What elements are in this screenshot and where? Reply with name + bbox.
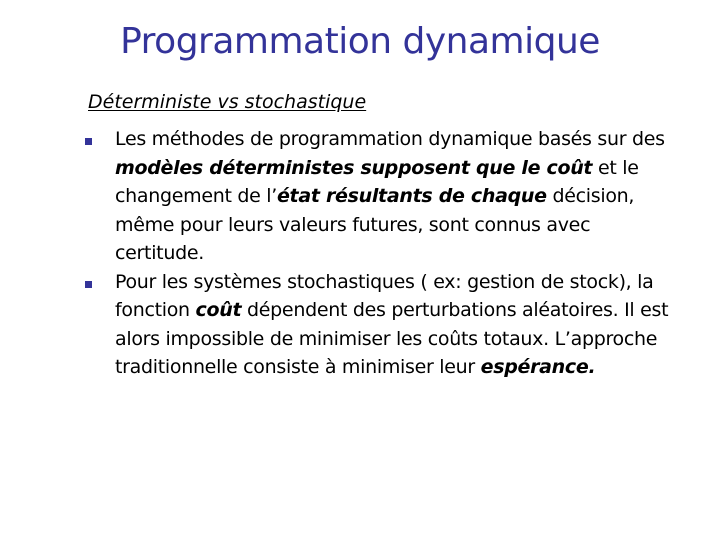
text-segment: décision, même pour leurs valeurs futures, sont connus avec certitude. [115,185,635,264]
text-segment: Pour les systèmes stochastiques ( ex: gestion de stock), la fonction [115,270,654,321]
bullet-text [115,128,665,264]
emphasized-text: modèles déterministes supposent que le coût [115,156,593,179]
slide-title: Programmation dynamique [120,21,600,62]
bullet-item-deterministic [84,125,684,268]
text-segment: dépendent des perturbations aléatoires. Il est alors impossible de minimiser les coûts totaux. L’approche traditionnelle consiste à minimiser leur [115,299,669,378]
bullet-item-stochastic [84,268,684,382]
emphasized-text: coût [195,299,242,321]
text-segment: Les méthodes de programmation dynamique basés sur des [115,128,665,150]
slide-subheading: Déterministe vs stochastique [88,91,367,113]
emphasized-text: état résultants de chaque [276,185,547,207]
bullet-text [115,271,668,379]
emphasized-text: espérance. [480,356,596,378]
bullet-list [84,125,684,382]
square-bullet-icon [85,281,92,288]
text-segment: et le changement de l’ [115,156,639,207]
square-bullet-icon [85,138,92,145]
